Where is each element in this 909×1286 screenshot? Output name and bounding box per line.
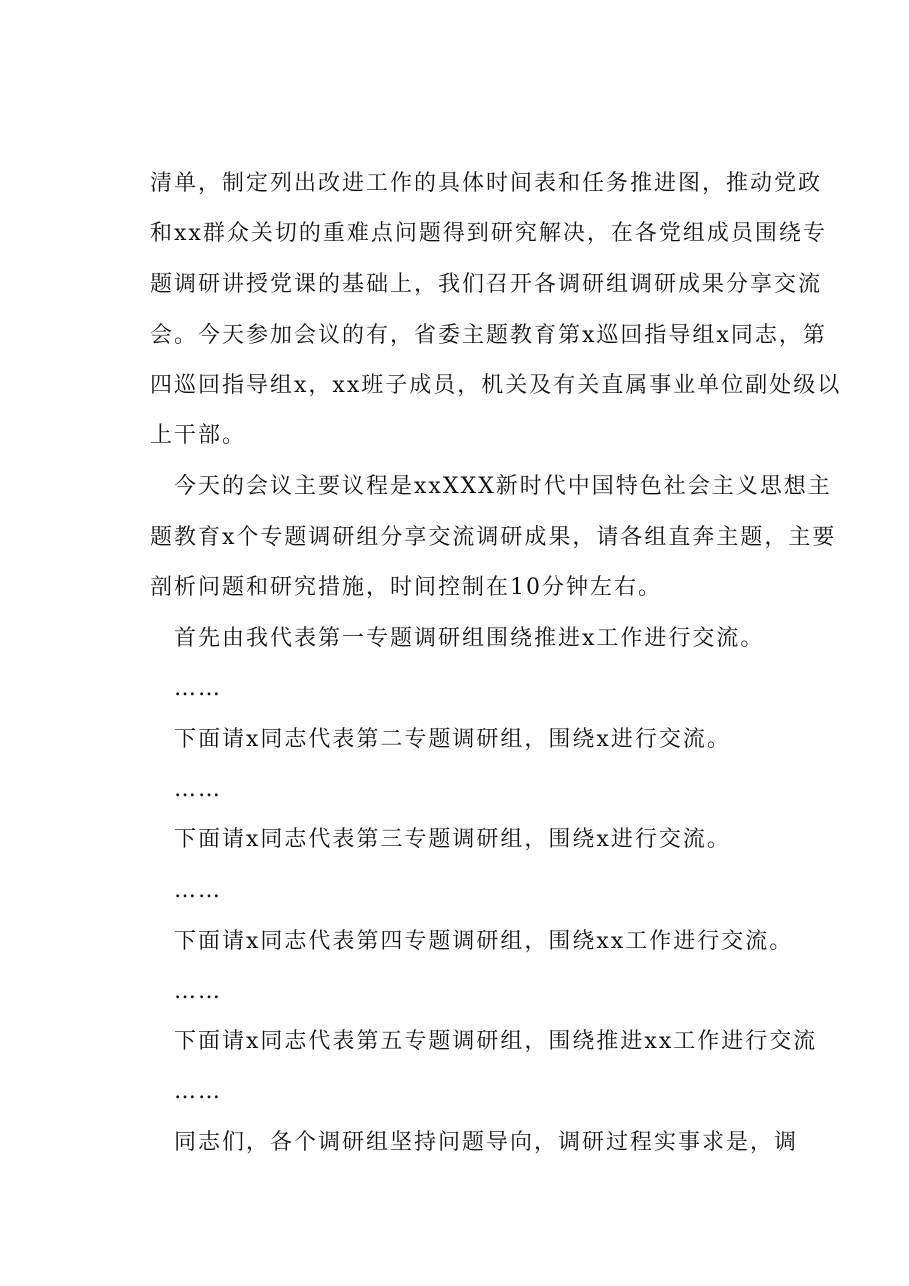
ellipsis-line: …… — [174, 878, 222, 903]
paragraph-line: 下面请x同志代表第四专题调研组，围绕xx工作进行交流。 — [174, 929, 794, 954]
paragraph-line: 四巡回指导组x，xx班子成员，机关及有关直属事业单位副处级以 — [150, 373, 842, 398]
paragraph-line: 剖析问题和研究措施，时间控制在10分钟左右。 — [150, 575, 662, 600]
paragraph-line: 下面请x同志代表第二专题调研组，围绕x进行交流。 — [174, 727, 731, 752]
paragraph-line: 上干部。 — [150, 423, 247, 448]
paragraph-line: 清单，制定列出改进工作的具体时间表和任务推进图，推动党政 — [150, 171, 823, 196]
paragraph-line: 会。今天参加会议的有，省委主题教育第x巡回指导组x同志，第 — [150, 323, 827, 348]
paragraph-line: 题调研讲授党课的基础上，我们召开各调研组调研成果分享交流 — [150, 272, 823, 297]
ellipsis-line: …… — [174, 777, 222, 802]
paragraph-line: 首先由我代表第一专题调研组围绕推进x工作进行交流。 — [174, 626, 765, 651]
paragraph-line: 下面请x同志代表第三专题调研组，围绕x进行交流。 — [174, 827, 731, 852]
paragraph-line: 题教育x个专题调研组分享交流调研成果，请各组直奔主题，主要 — [150, 525, 837, 550]
paragraph-line: 同志们，各个调研组坚持问题导向，调研过程实事求是，调 — [174, 1130, 799, 1155]
paragraph-line: 下面请x同志代表第五专题调研组，围绕推进xx工作进行交流 — [174, 1029, 818, 1054]
ellipsis-line: …… — [174, 979, 222, 1004]
paragraph-line: 今天的会议主要议程是xxXXX新时代中国特色社会主义思想主 — [174, 474, 832, 499]
ellipsis-line: …… — [174, 676, 222, 701]
paragraph-line: 和xx群众关切的重难点问题得到研究解决，在各党组成员围绕专 — [150, 221, 827, 246]
ellipsis-line: …… — [174, 1079, 222, 1104]
